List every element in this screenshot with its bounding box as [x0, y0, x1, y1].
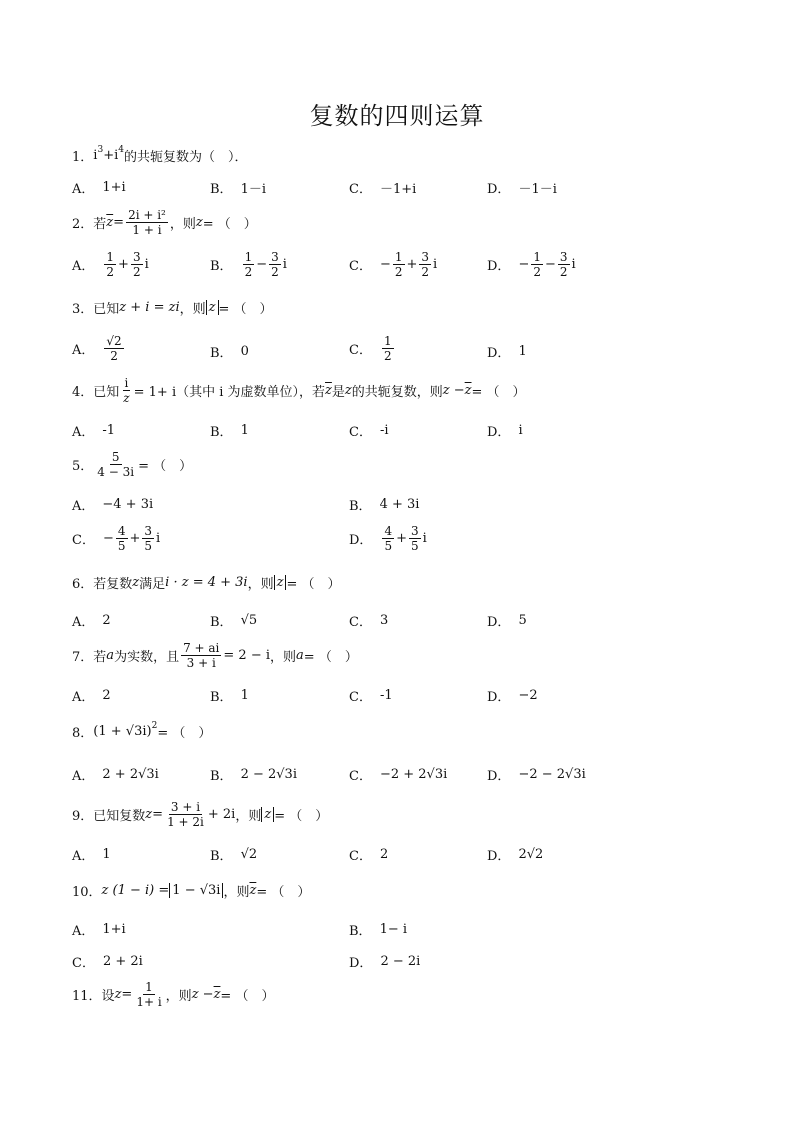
option-d: D． 2√2	[487, 847, 544, 864]
option-a: A． 2 + 2√3i	[72, 767, 159, 784]
option-c: C． − $\frac{4}{5}$ + $\frac{3}{5}$ i	[72, 524, 161, 553]
option-b: B． √5	[210, 613, 258, 630]
option-d: D． i	[487, 423, 523, 440]
option-d: D． $\frac{4}{5}$ + $\frac{3}{5}$ i	[349, 524, 427, 553]
option-a: A． 1+i	[72, 922, 126, 939]
option-c: C． －1+i	[349, 182, 417, 197]
option-c: C． − $\frac{1}{2}$ + $\frac{3}{2}$ i	[349, 250, 438, 279]
option-d: D． 1	[487, 344, 527, 361]
option-c: C． $\frac{1}{2}$	[349, 334, 392, 363]
question-5: 5． $\frac{5}{4 - 3i}$ = （ ）	[72, 450, 193, 479]
option-c: C． −2 + 2√3i	[349, 767, 448, 784]
option-d: D． 5	[487, 613, 527, 630]
question-8: 8． (1 + √3i) 2 = （ ）	[72, 720, 212, 741]
option-b: B． √2	[210, 847, 258, 864]
option-b: B． 2 − 2√3i	[210, 767, 297, 784]
option-b: B． 1− i	[349, 922, 408, 939]
question-6: 6． 若复数 z 满足 i · z = 4 + 3i ，则 z = （ ）	[72, 575, 341, 592]
option-c: C． 2 + 2i	[72, 954, 143, 971]
option-d: D． −2 − 2√3i	[487, 767, 586, 784]
question-10: 10． z (1 − i) = 1 − √3i ，则 $\overline{z}$ = （ ）	[72, 883, 311, 900]
option-a: A． 2	[72, 613, 111, 630]
option-a: A． 1+i	[72, 180, 126, 197]
question-3: 3． 已知 z + i = zi ，则 z = （ ）	[72, 300, 273, 317]
option-a: A． -1	[72, 423, 116, 440]
question-4: 4． 已知 $\frac{i}{z}$ = 1+ i（其中 i 为虚数单位），若 $\overline{z}$ 是 z 的共轭复数，则 z − $\overline{z}$ = （ ）	[72, 376, 526, 405]
option-c: C． 3	[349, 613, 389, 630]
option-a: A． −4 + 3i	[72, 497, 154, 514]
option-b: B． 1	[210, 688, 249, 705]
option-c: C． -i	[349, 423, 389, 440]
option-d: D． − $\frac{1}{2}$ − $\frac{3}{2}$ i	[487, 250, 576, 279]
option-a: A． $\frac{√2}{2}$	[72, 334, 122, 363]
option-b: B． 1	[210, 423, 249, 440]
option-d: D． −2	[487, 688, 538, 705]
question-1: 1． i 3 +i 4 的共轭复数为（ ）．	[72, 144, 248, 165]
fraction: $\frac{\text{2i + i²}}{1 + i}$	[128, 208, 166, 237]
option-a: A． 2	[72, 688, 111, 705]
question-11: 11． 设 z = $\frac{1}{1+ i}$ ，则 z − $\overline{z}$ = （ ）	[72, 980, 275, 1009]
option-b: B． 0	[210, 344, 249, 361]
page-title: 复数的四则运算	[309, 102, 485, 130]
option-b: B． 4 + 3i	[349, 497, 420, 514]
option-c: C． -1	[349, 688, 393, 705]
question-2: 2． 若 $\overline{z}$ = $\frac{\text{2i + i²}}{1 + i}$ ，则 z = （ ）	[72, 208, 257, 237]
option-d: D． －1－i	[487, 182, 557, 197]
option-d: D． 2 − 2i	[349, 954, 421, 971]
option-b: B． 1－i	[210, 182, 266, 197]
option-a: A． 1	[72, 847, 111, 864]
question-7: 7． 若 a 为实数，且 $\frac{7 + ai}{3 + i}$ = 2 − i ，则 a = （ ）	[72, 641, 358, 670]
option-b: B． $\frac{1}{2}$ − $\frac{3}{2}$ i	[210, 250, 287, 279]
question-9: 9． 已知复数 z = $\frac{3 + i}{1 + 2i}$ + 2i ，则 z = （ ）	[72, 800, 329, 829]
option-c: C． 2	[349, 847, 389, 864]
option-a: A． $\frac{1}{2}$ + $\frac{3}{2}$ i	[72, 250, 149, 279]
